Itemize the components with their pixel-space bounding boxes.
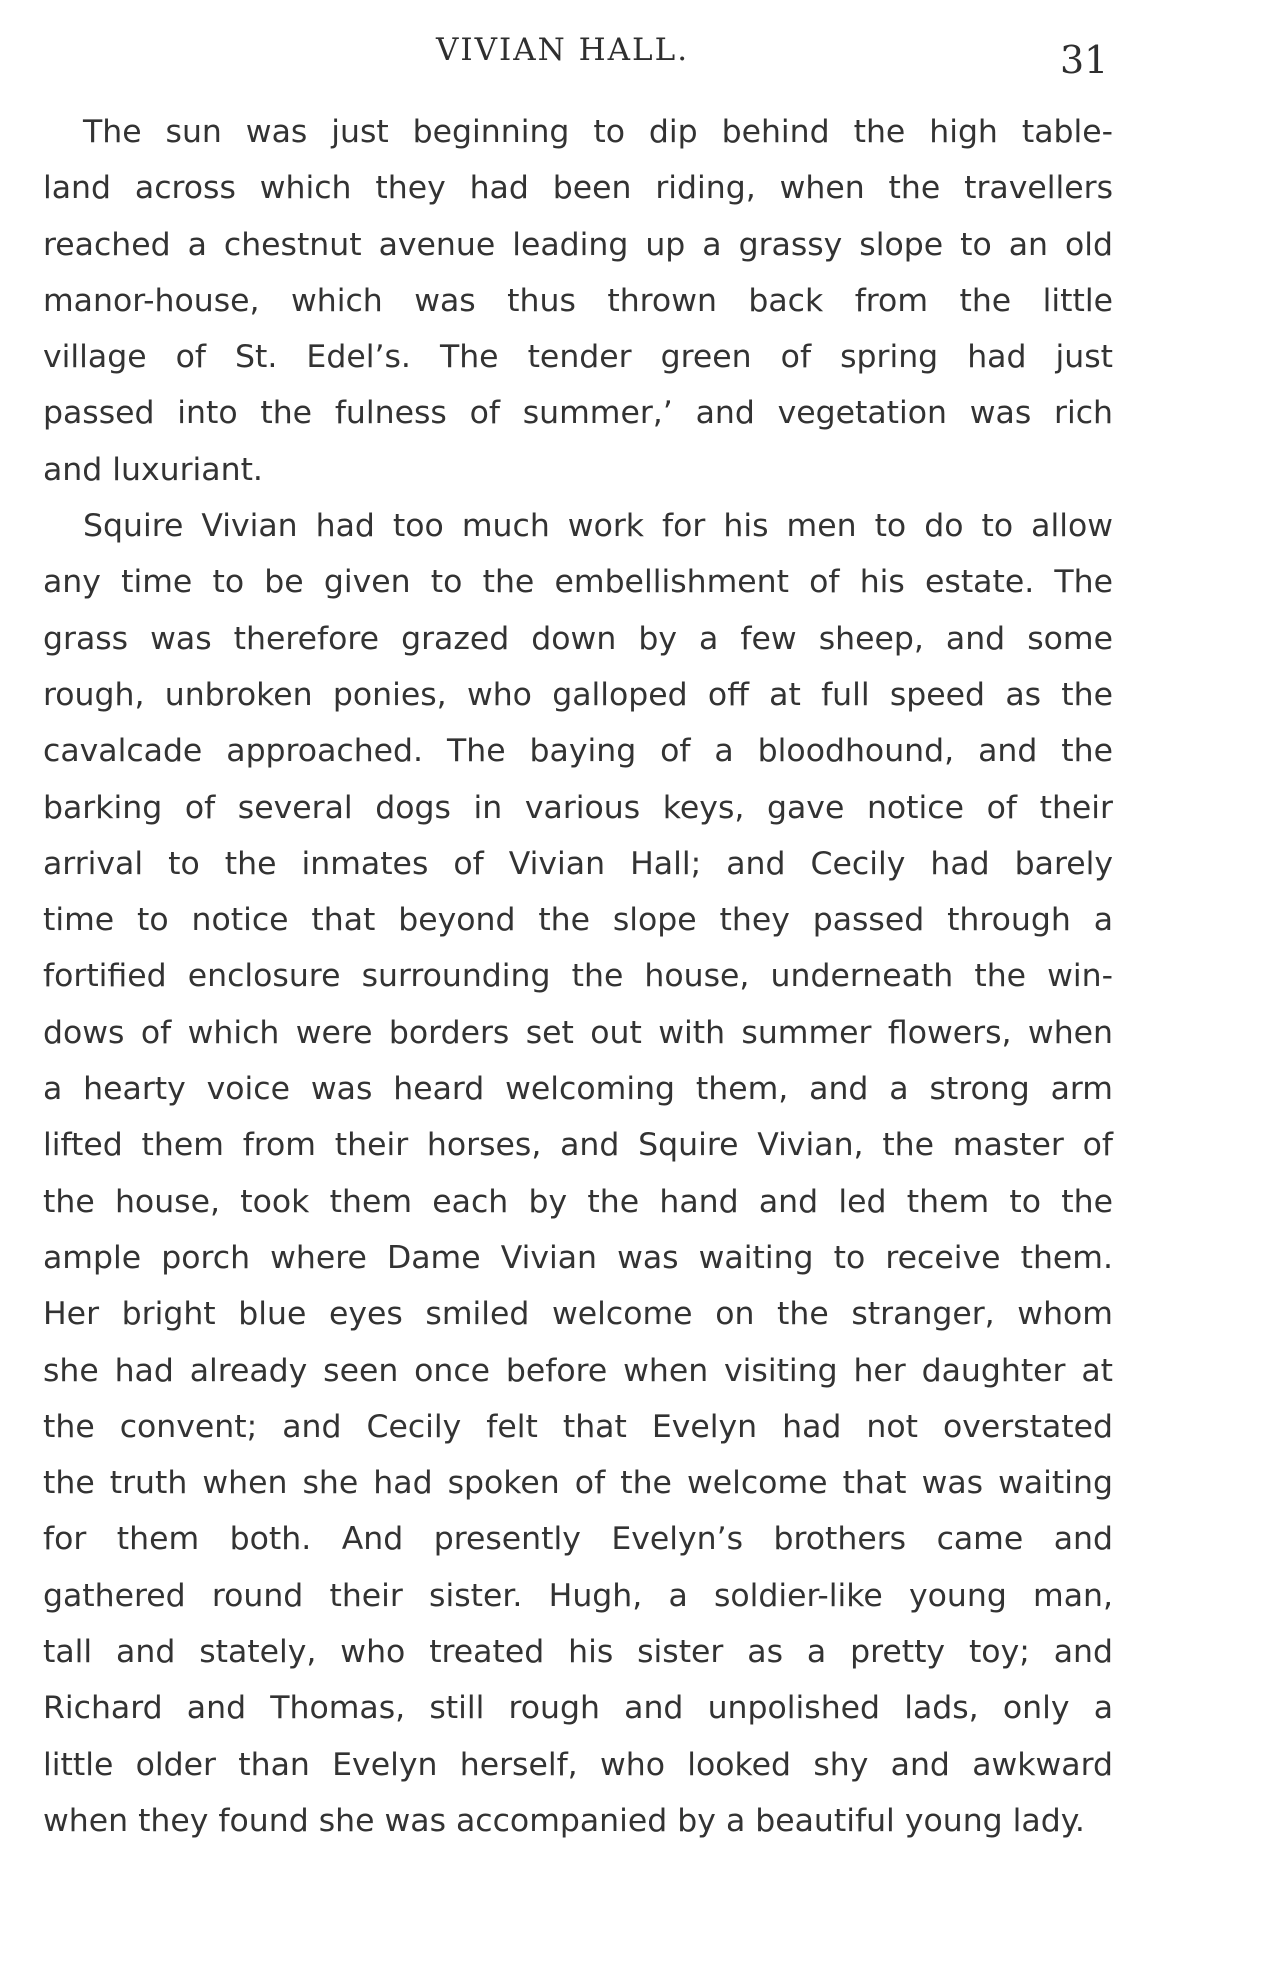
text-line: arrival to the inmates of Vivian Hall; and Cecily had barely bbox=[43, 845, 1113, 882]
text-line: The sun was just beginning to dip behind the high table- bbox=[83, 114, 1113, 150]
text-line: the house, took them each by the hand and led them to the bbox=[43, 1183, 1113, 1220]
page-number: 31 bbox=[1060, 38, 1109, 82]
text-line: ample porch where Dame Vivian was waiting to receive them. bbox=[43, 1239, 1113, 1276]
text-line: tall and stately, who treated his sister as a pretty toy; and bbox=[43, 1634, 1113, 1671]
text-line: rough, unbroken ponies, who galloped off at full speed as the bbox=[43, 676, 1113, 713]
running-title: VIVIAN HALL. bbox=[436, 32, 690, 68]
text-line: Her bright blue eyes smiled welcome on the stranger, whom bbox=[43, 1296, 1113, 1333]
text-line: manor-house, which was thus thrown back from the little bbox=[43, 282, 1113, 319]
text-line: when they found she was accompanied by a beautiful young lady. bbox=[43, 1802, 1085, 1839]
text-line: any time to be given to the embellishment of his estate. The bbox=[43, 564, 1113, 601]
text-line: for them both. And presently Evelyn’s brothers came and bbox=[43, 1521, 1113, 1558]
text-line: Richard and Thomas, still rough and unpolished lads, only a bbox=[43, 1690, 1113, 1727]
text-line: time to notice that beyond the slope they passed through a bbox=[43, 902, 1113, 939]
text-line: reached a chestnut avenue leading up a grassy slope to an old bbox=[43, 226, 1113, 263]
text-line: passed into the fulness of summer,’ and vegetation was rich bbox=[43, 395, 1113, 432]
text-line: lifted them from their horses, and Squire Vivian, the master of bbox=[43, 1127, 1113, 1164]
text-line: gathered round their sister. Hugh, a soldier-like young man, bbox=[43, 1577, 1113, 1614]
body-text bbox=[43, 104, 1113, 1849]
text-line: a hearty voice was heard welcoming them, and a strong arm bbox=[43, 1071, 1113, 1108]
text-line: the convent; and Cecily felt that Evelyn had not overstated bbox=[43, 1408, 1113, 1445]
text-line: barking of several dogs in various keys, gave notice of their bbox=[43, 789, 1113, 826]
running-header bbox=[0, 28, 1270, 82]
text-line: little older than Evelyn herself, who looked shy and awkward bbox=[43, 1746, 1113, 1783]
text-line: cavalcade approached. The baying of a bloodhound, and the bbox=[43, 733, 1113, 770]
text-line: village of St. Edel’s. The tender green of spring had just bbox=[43, 339, 1113, 376]
text-line: Squire Vivian had too much work for his men to do to allow bbox=[83, 508, 1113, 545]
text-line: dows of which were borders set out with summer flowers, when bbox=[43, 1014, 1113, 1051]
text-line: grass was therefore grazed down by a few sheep, and some bbox=[43, 620, 1113, 657]
text-line: fortified enclosure surrounding the house, underneath the win- bbox=[43, 958, 1113, 995]
text-line: the truth when she had spoken of the welcome that was waiting bbox=[43, 1465, 1113, 1502]
text-line: land across which they had been riding, when the travellers bbox=[43, 170, 1113, 207]
text-line: and luxuriant. bbox=[43, 451, 263, 488]
text-line: she had already seen once before when visiting her daughter at bbox=[43, 1352, 1113, 1389]
